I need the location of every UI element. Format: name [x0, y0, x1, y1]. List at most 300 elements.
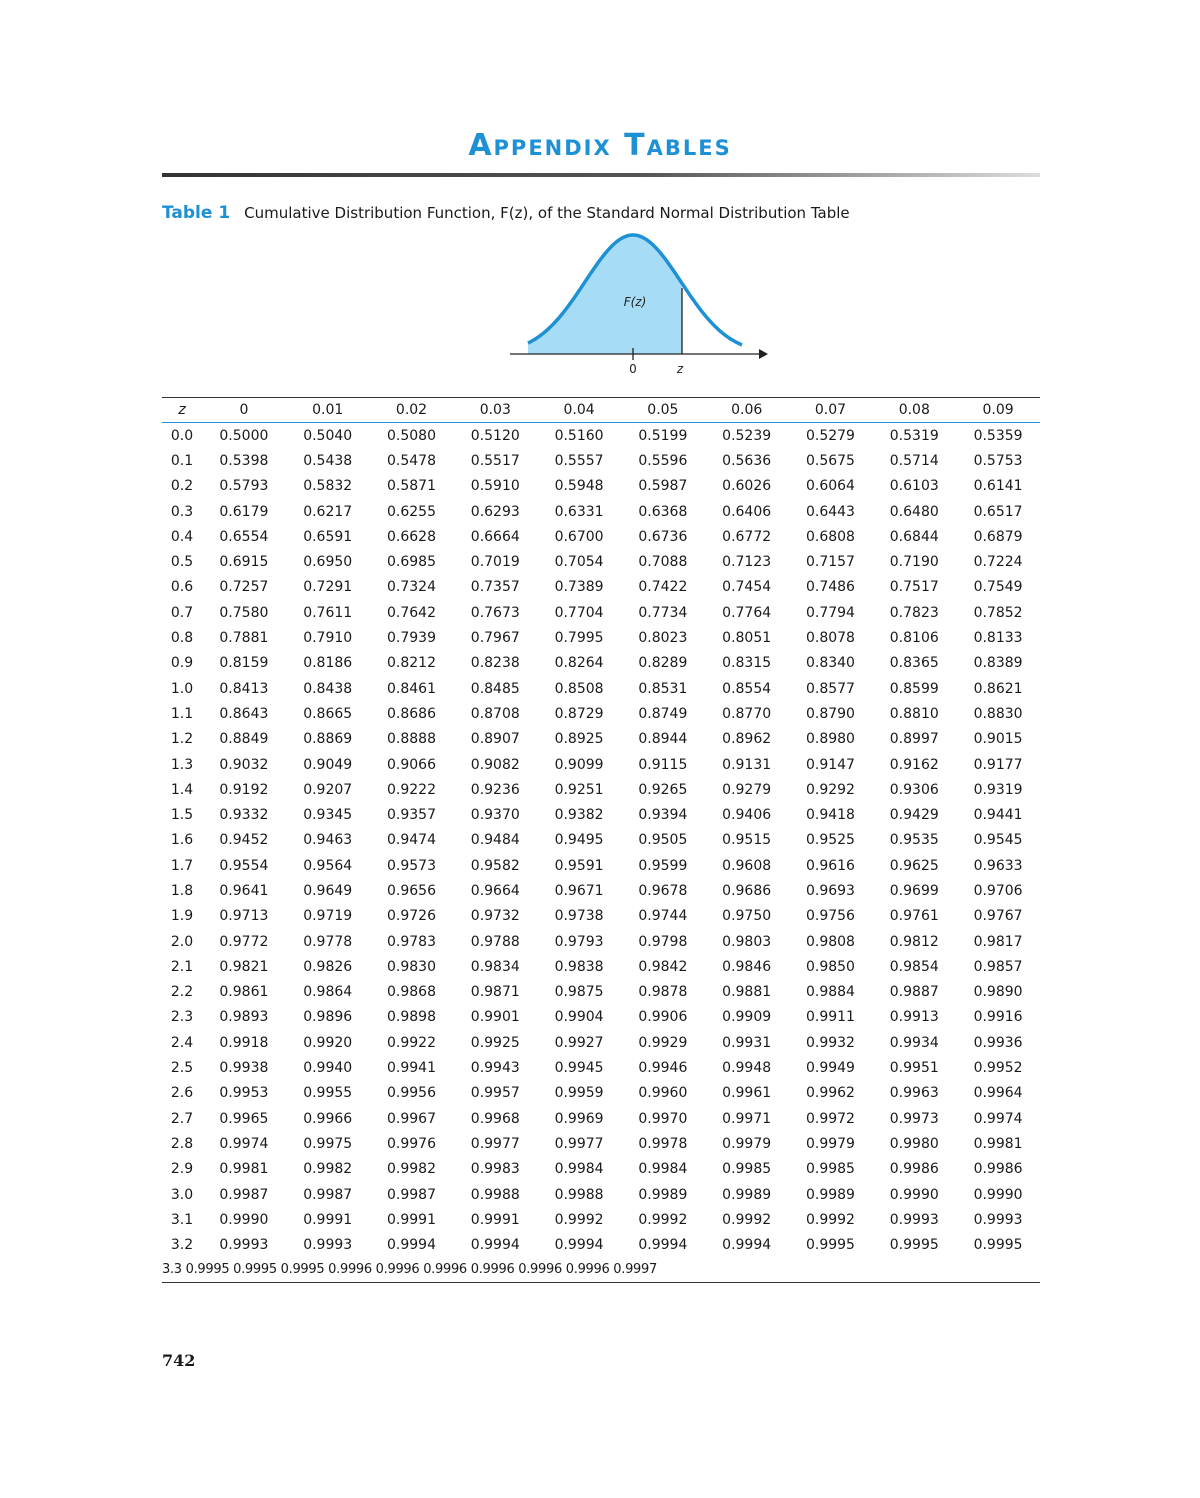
probability-cell: 0.9957 [470, 1085, 520, 1102]
probability-cell: 0.6664 [470, 528, 520, 545]
probability-cell: 0.9901 [470, 1009, 520, 1026]
probability-cell: 0.8315 [722, 655, 772, 672]
probability-cell: 0.9082 [470, 756, 520, 773]
table-row [162, 1106, 1040, 1131]
probability-cell: 0.6443 [805, 503, 855, 520]
probability-cell: 0.9948 [722, 1060, 772, 1077]
probability-cell: 0.9963 [889, 1085, 939, 1102]
probability-cell: 0.5120 [470, 427, 520, 444]
probability-cell: 0.9940 [303, 1060, 353, 1077]
probability-cell: 0.9719 [303, 908, 353, 925]
probability-cell: 0.9887 [889, 984, 939, 1001]
probability-cell: 0.9115 [638, 756, 688, 773]
probability-cell: 0.9861 [219, 984, 269, 1001]
probability-cell: 0.9982 [303, 1161, 353, 1178]
probability-cell: 0.9251 [554, 781, 604, 798]
probability-cell: 0.9949 [805, 1060, 855, 1077]
probability-cell: 0.5793 [219, 478, 269, 495]
z-value-cell: 2.1 [170, 958, 194, 975]
probability-cell: 0.7995 [554, 630, 604, 647]
probability-cell: 0.7673 [470, 604, 520, 621]
probability-cell: 0.5319 [889, 427, 939, 444]
probability-cell: 0.9955 [303, 1085, 353, 1102]
probability-cell: 0.9906 [638, 1009, 688, 1026]
probability-cell: 0.7734 [638, 604, 688, 621]
table-caption-text: Cumulative Distribution Function, F(z), of the Standard Normal Distribution Table [244, 204, 850, 222]
probability-cell: 0.9960 [638, 1085, 688, 1102]
probability-cell: 0.6591 [303, 528, 353, 545]
probability-cell: 0.9977 [554, 1135, 604, 1152]
probability-cell: 0.9981 [973, 1135, 1023, 1152]
table-row [162, 1030, 1040, 1055]
probability-cell: 0.8810 [889, 705, 939, 722]
probability-cell: 0.6736 [638, 528, 688, 545]
probability-cell: 0.9854 [889, 958, 939, 975]
probability-cell: 0.9671 [554, 882, 604, 899]
probability-cell: 0.9306 [889, 781, 939, 798]
probability-cell: 0.6700 [554, 528, 604, 545]
probability-cell: 0.7291 [303, 579, 353, 596]
probability-cell: 0.5398 [219, 452, 269, 469]
probability-cell: 0.9968 [470, 1110, 520, 1127]
probability-cell: 0.6293 [470, 503, 520, 520]
table-row [162, 929, 1040, 954]
table-row [162, 676, 1040, 701]
probability-cell: 0.9993 [303, 1237, 353, 1254]
probability-cell: 0.7190 [889, 554, 939, 571]
probability-cell: 0.9911 [805, 1009, 855, 1026]
probability-cell: 0.6103 [889, 478, 939, 495]
table-row [162, 625, 1040, 650]
z-value-cell: 3.0 [170, 1186, 194, 1203]
z-value-cell: 1.2 [170, 731, 194, 748]
probability-cell: 0.9918 [219, 1034, 269, 1051]
probability-cell: 0.9049 [303, 756, 353, 773]
probability-cell: 0.9972 [805, 1110, 855, 1127]
probability-cell: 0.7257 [219, 579, 269, 596]
probability-cell: 0.7054 [554, 554, 604, 571]
probability-cell: 0.9995 [889, 1237, 939, 1254]
probability-cell: 0.8438 [303, 680, 353, 697]
probability-cell: 0.5832 [303, 478, 353, 495]
probability-cell: 0.9981 [219, 1161, 269, 1178]
probability-cell: 0.8186 [303, 655, 353, 672]
probability-cell: 0.8461 [386, 680, 436, 697]
probability-cell: 0.9573 [386, 857, 436, 874]
probability-cell: 0.9971 [722, 1110, 772, 1127]
probability-cell: 0.5636 [722, 452, 772, 469]
z-value-cell: 0.9 [170, 655, 194, 672]
probability-cell: 0.9991 [470, 1211, 520, 1228]
table-row [162, 802, 1040, 827]
probability-cell: 0.9394 [638, 807, 688, 824]
probability-cell: 0.9989 [638, 1186, 688, 1203]
probability-cell: 0.8599 [889, 680, 939, 697]
z-value-cell: 0.4 [170, 528, 194, 545]
probability-cell: 0.9979 [722, 1135, 772, 1152]
probability-cell: 0.6368 [638, 503, 688, 520]
probability-cell: 0.9292 [805, 781, 855, 798]
probability-cell: 0.6480 [889, 503, 939, 520]
probability-cell: 0.9857 [973, 958, 1023, 975]
probability-cell: 0.9641 [219, 882, 269, 899]
table-row [162, 1207, 1040, 1232]
probability-cell: 0.9693 [805, 882, 855, 899]
probability-cell: 0.7454 [722, 579, 772, 596]
table-row [162, 1005, 1040, 1030]
probability-cell: 0.7157 [805, 554, 855, 571]
probability-cell: 0.9332 [219, 807, 269, 824]
probability-cell: 0.9916 [973, 1009, 1023, 1026]
probability-cell: 0.9750 [722, 908, 772, 925]
probability-cell: 0.9192 [219, 781, 269, 798]
table-row [162, 448, 1040, 473]
column-header: 0.01 [286, 398, 370, 423]
probability-cell: 0.7422 [638, 579, 688, 596]
probability-cell: 0.7764 [722, 604, 772, 621]
probability-cell: 0.9959 [554, 1085, 604, 1102]
probability-cell: 0.9370 [470, 807, 520, 824]
table-row [162, 600, 1040, 625]
tick-label-z: z [676, 362, 684, 376]
column-header: 0.09 [956, 398, 1040, 423]
probability-cell: 0.8729 [554, 705, 604, 722]
probability-cell: 0.9974 [973, 1110, 1023, 1127]
probability-cell: 0.9962 [805, 1085, 855, 1102]
probability-cell: 0.9989 [722, 1186, 772, 1203]
probability-cell: 0.9989 [805, 1186, 855, 1203]
probability-cell: 0.8944 [638, 731, 688, 748]
probability-cell: 0.9946 [638, 1060, 688, 1077]
table-row [162, 752, 1040, 777]
probability-cell: 0.9778 [303, 933, 353, 950]
probability-cell: 0.9994 [470, 1237, 520, 1254]
table-row [162, 549, 1040, 574]
table-header-row [162, 398, 1040, 423]
z-value-cell: 2.2 [170, 984, 194, 1001]
probability-cell: 0.9131 [722, 756, 772, 773]
column-header: 0.06 [705, 398, 789, 423]
column-header-z: z [162, 398, 202, 423]
probability-cell: 0.9994 [386, 1237, 436, 1254]
probability-cell: 0.8907 [470, 731, 520, 748]
probability-cell: 0.9738 [554, 908, 604, 925]
probability-cell: 0.9767 [973, 908, 1023, 925]
probability-cell: 0.9875 [554, 984, 604, 1001]
probability-cell: 0.5987 [638, 478, 688, 495]
probability-cell: 0.9032 [219, 756, 269, 773]
probability-cell: 0.8413 [219, 680, 269, 697]
probability-cell: 0.6217 [303, 503, 353, 520]
probability-cell: 0.9726 [386, 908, 436, 925]
probability-cell: 0.8389 [973, 655, 1023, 672]
probability-cell: 0.9793 [554, 933, 604, 950]
probability-cell: 0.9987 [303, 1186, 353, 1203]
table-row-last [162, 1258, 1040, 1283]
probability-cell: 0.9992 [638, 1211, 688, 1228]
probability-cell: 0.9893 [219, 1009, 269, 1026]
z-value-cell: 0.8 [170, 630, 194, 647]
probability-cell: 0.9898 [386, 1009, 436, 1026]
probability-cell: 0.9495 [554, 832, 604, 849]
probability-cell: 0.9952 [973, 1060, 1023, 1077]
probability-cell: 0.9943 [470, 1060, 520, 1077]
table-row [162, 980, 1040, 1005]
probability-cell: 0.9987 [219, 1186, 269, 1203]
probability-cell: 0.9147 [805, 756, 855, 773]
probability-cell: 0.9713 [219, 908, 269, 925]
probability-cell: 0.9974 [219, 1135, 269, 1152]
probability-cell: 0.9982 [386, 1161, 436, 1178]
probability-cell: 0.9980 [889, 1135, 939, 1152]
probability-cell: 0.9992 [722, 1211, 772, 1228]
probability-cell: 0.9983 [470, 1161, 520, 1178]
probability-cell: 0.8869 [303, 731, 353, 748]
probability-cell: 0.9382 [554, 807, 604, 824]
table-row [162, 1182, 1040, 1207]
probability-cell: 0.8621 [973, 680, 1023, 697]
probability-cell: 0.9821 [219, 958, 269, 975]
probability-cell: 0.9599 [638, 857, 688, 874]
column-header: 0.05 [621, 398, 705, 423]
probability-cell: 0.7123 [722, 554, 772, 571]
probability-cell: 0.9922 [386, 1034, 436, 1051]
column-header: 0.07 [789, 398, 873, 423]
probability-cell: 0.5040 [303, 427, 353, 444]
probability-cell: 0.9975 [303, 1135, 353, 1152]
probability-cell: 0.9976 [386, 1135, 436, 1152]
probability-cell: 0.8708 [470, 705, 520, 722]
probability-cell: 0.7794 [805, 604, 855, 621]
probability-cell: 0.9265 [638, 781, 688, 798]
probability-cell: 0.9995 [973, 1237, 1023, 1254]
probability-cell: 0.9896 [303, 1009, 353, 1026]
probability-cell: 0.8023 [638, 630, 688, 647]
probability-cell: 0.5199 [638, 427, 688, 444]
probability-cell: 0.8531 [638, 680, 688, 697]
z-value-cell: 0.3 [170, 503, 194, 520]
probability-cell: 0.8078 [805, 630, 855, 647]
probability-cell: 0.9991 [303, 1211, 353, 1228]
probability-cell: 0.9591 [554, 857, 604, 874]
probability-cell: 0.8925 [554, 731, 604, 748]
z-table [162, 397, 1040, 1283]
probability-cell: 0.9967 [386, 1110, 436, 1127]
probability-cell: 0.8051 [722, 630, 772, 647]
z-value-cell: 3.2 [170, 1237, 194, 1254]
probability-cell: 0.6879 [973, 528, 1023, 545]
table-row [162, 575, 1040, 600]
probability-cell: 0.9545 [973, 832, 1023, 849]
probability-cell: 0.6628 [386, 528, 436, 545]
probability-cell: 0.9984 [638, 1161, 688, 1178]
probability-cell: 0.7823 [889, 604, 939, 621]
probability-cell: 0.5517 [470, 452, 520, 469]
probability-cell: 0.9830 [386, 958, 436, 975]
probability-cell: 0.9966 [303, 1110, 353, 1127]
z-value-cell: 2.7 [170, 1110, 194, 1127]
probability-cell: 0.9564 [303, 857, 353, 874]
probability-cell: 0.9838 [554, 958, 604, 975]
z-value-cell: 1.0 [170, 680, 194, 697]
probability-cell: 0.9994 [554, 1237, 604, 1254]
z-value-cell: 1.3 [170, 756, 194, 773]
z-value-cell: 2.5 [170, 1060, 194, 1077]
probability-cell: 0.9987 [386, 1186, 436, 1203]
column-header: 0.04 [537, 398, 621, 423]
probability-cell: 0.9964 [973, 1085, 1023, 1102]
probability-cell: 0.9936 [973, 1034, 1023, 1051]
probability-cell: 0.5239 [722, 427, 772, 444]
table-row [162, 828, 1040, 853]
probability-cell: 0.9956 [386, 1085, 436, 1102]
probability-cell: 0.9985 [722, 1161, 772, 1178]
z-value-cell: 1.9 [170, 908, 194, 925]
probability-cell: 0.9732 [470, 908, 520, 925]
z-value-cell: 2.3 [170, 1009, 194, 1026]
probability-cell: 0.9990 [889, 1186, 939, 1203]
table-row [162, 499, 1040, 524]
probability-cell: 0.9319 [973, 781, 1023, 798]
table-row [162, 701, 1040, 726]
probability-cell: 0.9993 [973, 1211, 1023, 1228]
z-value-cell: 2.4 [170, 1034, 194, 1051]
column-header: 0.08 [872, 398, 956, 423]
probability-cell: 0.7549 [973, 579, 1023, 596]
probability-cell: 0.9846 [722, 958, 772, 975]
probability-cell: 0.5871 [386, 478, 436, 495]
column-header: 0.02 [370, 398, 454, 423]
probability-cell: 0.8289 [638, 655, 688, 672]
probability-cell: 0.9929 [638, 1034, 688, 1051]
z-value-cell: 2.9 [170, 1161, 194, 1178]
area-label: F(z) [623, 295, 647, 309]
probability-cell: 0.8212 [386, 655, 436, 672]
probability-cell: 0.6141 [973, 478, 1023, 495]
probability-cell: 0.6255 [386, 503, 436, 520]
probability-cell: 0.9633 [973, 857, 1023, 874]
probability-cell: 0.9927 [554, 1034, 604, 1051]
probability-cell: 0.9951 [889, 1060, 939, 1077]
probability-cell: 0.7324 [386, 579, 436, 596]
probability-cell: 0.9864 [303, 984, 353, 1001]
probability-cell: 0.9842 [638, 958, 688, 975]
probability-cell: 0.9452 [219, 832, 269, 849]
probability-cell: 0.9812 [889, 933, 939, 950]
probability-cell: 0.9505 [638, 832, 688, 849]
probability-cell: 0.9222 [386, 781, 436, 798]
probability-cell: 0.9515 [722, 832, 772, 849]
z-value-cell: 1.6 [170, 832, 194, 849]
probability-cell: 0.8686 [386, 705, 436, 722]
page-number: 742 [162, 1351, 196, 1370]
probability-cell: 0.8790 [805, 705, 855, 722]
probability-cell: 0.8830 [973, 705, 1023, 722]
probability-cell: 0.9484 [470, 832, 520, 849]
probability-cell: 0.9357 [386, 807, 436, 824]
probability-cell: 0.5714 [889, 452, 939, 469]
probability-cell: 0.9656 [386, 882, 436, 899]
probability-cell: 0.9535 [889, 832, 939, 849]
probability-cell: 0.9878 [638, 984, 688, 1001]
table-body [162, 423, 1040, 1283]
probability-cell: 0.9969 [554, 1110, 604, 1127]
probability-cell: 0.7910 [303, 630, 353, 647]
probability-cell: 0.8133 [973, 630, 1023, 647]
probability-cell: 0.9986 [973, 1161, 1023, 1178]
probability-cell: 0.9985 [805, 1161, 855, 1178]
probability-cell: 0.9808 [805, 933, 855, 950]
probability-cell: 0.9992 [554, 1211, 604, 1228]
z-value-cell: 2.8 [170, 1135, 194, 1152]
probability-cell: 0.7580 [219, 604, 269, 621]
table-row [162, 777, 1040, 802]
probability-cell: 0.8159 [219, 655, 269, 672]
probability-cell: 0.6517 [973, 503, 1023, 520]
probability-cell: 0.7486 [805, 579, 855, 596]
probability-cell: 0.9994 [722, 1237, 772, 1254]
probability-cell: 0.7224 [973, 554, 1023, 571]
z-value-cell: 2.0 [170, 933, 194, 950]
probability-cell: 0.9756 [805, 908, 855, 925]
probability-cell: 0.5557 [554, 452, 604, 469]
table-row [162, 954, 1040, 979]
column-header: 0.03 [453, 398, 537, 423]
probability-cell: 0.5910 [470, 478, 520, 495]
probability-cell: 0.9988 [470, 1186, 520, 1203]
page-title: Appendix Tables [468, 128, 732, 163]
probability-cell: 0.7611 [303, 604, 353, 621]
probability-cell: 0.8577 [805, 680, 855, 697]
probability-cell: 0.8106 [889, 630, 939, 647]
probability-cell: 0.9406 [722, 807, 772, 824]
probability-cell: 0.8849 [219, 731, 269, 748]
probability-cell: 0.7852 [973, 604, 1023, 621]
probability-cell: 0.5438 [303, 452, 353, 469]
table-row [162, 1157, 1040, 1182]
table-row [162, 904, 1040, 929]
table-row [162, 1081, 1040, 1106]
probability-cell: 0.9992 [805, 1211, 855, 1228]
probability-cell: 0.9649 [303, 882, 353, 899]
probability-cell: 0.9945 [554, 1060, 604, 1077]
normal-curve-figure [500, 225, 780, 385]
probability-cell: 0.9279 [722, 781, 772, 798]
probability-cell: 0.7704 [554, 604, 604, 621]
probability-cell: 0.7088 [638, 554, 688, 571]
probability-cell: 0.8980 [805, 731, 855, 748]
probability-cell: 0.9099 [554, 756, 604, 773]
probability-cell: 0.9953 [219, 1085, 269, 1102]
probability-cell: 0.8238 [470, 655, 520, 672]
probability-cell: 0.8340 [805, 655, 855, 672]
probability-cell: 0.9783 [386, 933, 436, 950]
z-value-cell: 1.8 [170, 882, 194, 899]
probability-cell: 0.9826 [303, 958, 353, 975]
probability-cell: 0.9525 [805, 832, 855, 849]
probability-cell: 0.9616 [805, 857, 855, 874]
probability-cell: 0.9977 [470, 1135, 520, 1152]
probability-cell: 0.6808 [805, 528, 855, 545]
probability-cell: 0.8264 [554, 655, 604, 672]
table-row [162, 878, 1040, 903]
z-value-cell: 1.1 [170, 705, 194, 722]
table-row [162, 853, 1040, 878]
probability-cell: 0.9474 [386, 832, 436, 849]
z-value-cell: 0.2 [170, 478, 194, 495]
z-value-cell: 3.1 [170, 1211, 194, 1228]
probability-cell: 0.5359 [973, 427, 1023, 444]
